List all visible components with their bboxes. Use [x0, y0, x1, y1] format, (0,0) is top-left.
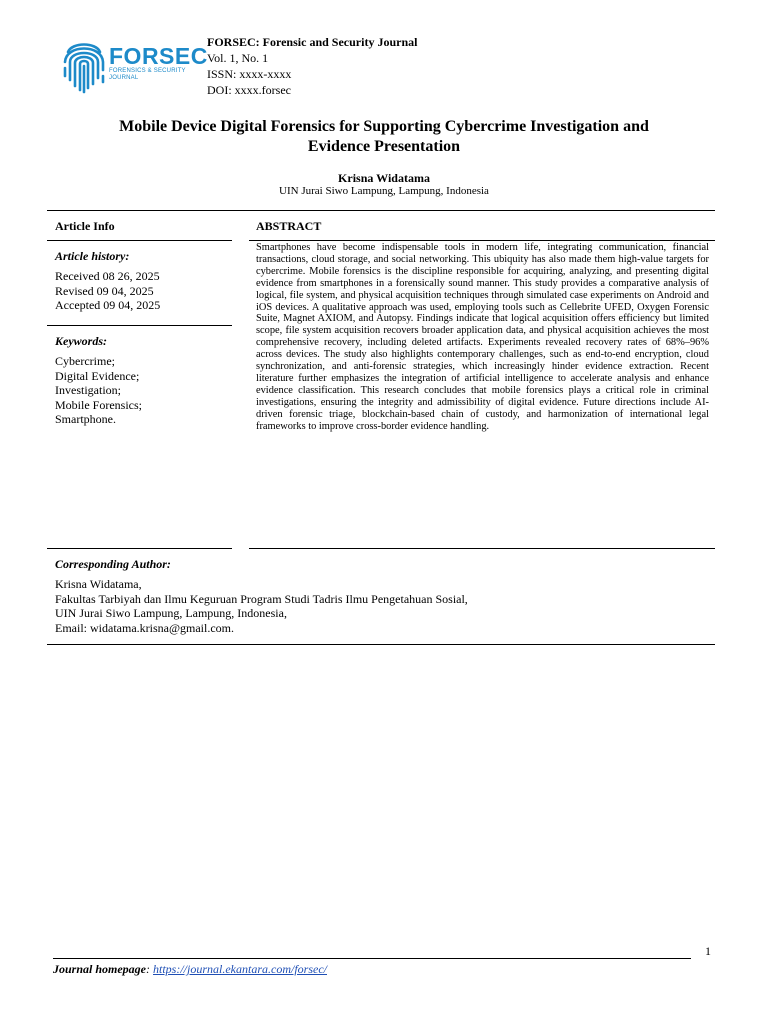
article-history-heading: Article history: — [55, 249, 130, 263]
corresponding-author-email: Email: widatama.krisna@gmail.com. — [55, 620, 235, 635]
top-divider — [47, 210, 715, 211]
keyword-item: Mobile Forensics; — [55, 397, 142, 412]
corresponding-author-institution: UIN Jurai Siwo Lampung, Lampung, Indonesia, — [55, 606, 287, 620]
date-accepted: Accepted 09 04, 2025 — [55, 298, 161, 312]
corresponding-author-faculty: Fakultas Tarbiyah dan Ilmu Keguruan Program Studi Tadris Ilmu Pengetahuan Sosial, — [55, 591, 468, 606]
paper-title-line-1: Mobile Device Digital Forensics for Supporting Cybercrime Investigation and — [119, 118, 649, 135]
paper-title-line-2: Evidence Presentation — [307, 138, 461, 155]
history-divider — [47, 325, 232, 326]
author-affiliation: UIN Jurai Siwo Lampung, Lampung, Indonesia — [279, 185, 489, 197]
journal-name: FORSEC: Forensic and Security Journal — [207, 35, 418, 49]
keywords-heading: Keywords: — [55, 334, 107, 348]
fingerprint-icon — [62, 36, 106, 94]
journal-info — [207, 34, 417, 98]
journal-doi: DOI: xxxx.forsec — [207, 83, 291, 97]
homepage-link[interactable]: https://journal.ekantara.com/forsec/ — [153, 962, 327, 976]
abstract-divider — [249, 240, 715, 241]
page-number: 1 — [705, 944, 711, 958]
abstract-heading: ABSTRACT — [256, 219, 322, 233]
footer-divider — [53, 958, 691, 959]
journal-homepage-footer — [53, 962, 327, 977]
article-info-divider — [47, 240, 232, 241]
corresponding-author-details — [55, 577, 468, 635]
journal-issn: ISSN: xxxx-xxxx — [207, 67, 292, 81]
keyword-item: Cybercrime; — [55, 354, 115, 368]
keyword-item: Digital Evidence; — [55, 368, 140, 383]
journal-volume: Vol. 1, No. 1 — [207, 51, 269, 65]
paper-title — [60, 117, 708, 157]
corresponding-author-heading: Corresponding Author: — [55, 557, 171, 571]
logo-subtitle: FORENSICS & SECURITY — [109, 68, 186, 74]
corresponding-author-name: Krisna Widatama, — [55, 577, 142, 591]
homepage-colon: : — [146, 962, 154, 976]
date-received: Received 08 26, 2025 — [55, 269, 160, 283]
abstract-bottom-divider — [249, 548, 715, 549]
logo-wordmark: FORSEC — [109, 43, 208, 69]
keywords-bottom-divider — [47, 548, 232, 549]
homepage-label: Journal homepage — [53, 962, 147, 976]
keyword-item: Investigation; — [55, 383, 121, 397]
abstract-body: Smartphones have become indispensable tools in modern life, integrating communication, financial transactions, cloud storage, and social networking. This ubiquity has also made them high-value targets for cybercrime. Mobile forensics is the discipline responsible for acquiring, analyzing, and presenting digital evidence from smartphones in a forensically sound manner. This study provides a comparative analysis of logical, file system, and physical acquisition techniques through simulated case experiments on Android and iOS devices. A qualitative approach was used, employing tools such as Cellebrite UFED, Oxygen Forensic Suite, Magnet AXIOM, and Autopsy. Findings indicate that logical acquisition offers efficiency but limited scope, file system acquisition recovers broader application data, and physical acquisition achieves the most comprehensive recovery, including deleted artifacts. Experiments revealed recovery rates of 68%–96% across devices. The study also highlights contemporary challenges, such as end-to-end encryption, cloud synchronization, and anti-forensic strategies, which increasingly hinder evidence extraction. Recent literature further emphasizes the integration of artificial intelligence to accelerate analysis and enhance evidence classification. This research concludes that mobile forensics plays a critical role in criminal investigations, ensuring the integrity and admissibility of digital evidence. Future directions include AI-driven forensic triage, blockchain-based chain of custody, and harmonization of international legal frameworks to improve cross-border evidence handling. — [256, 242, 709, 432]
journal-logo — [62, 36, 208, 96]
corresponding-bottom-divider — [47, 644, 715, 645]
keywords-list — [55, 354, 142, 427]
keyword-item: Smartphone. — [55, 412, 116, 426]
article-info-heading: Article Info — [55, 219, 115, 233]
logo-subtitle-2: JOURNAL — [109, 75, 139, 81]
date-revised: Revised 09 04, 2025 — [55, 283, 154, 298]
author-name: Krisna Widatama — [338, 171, 430, 185]
